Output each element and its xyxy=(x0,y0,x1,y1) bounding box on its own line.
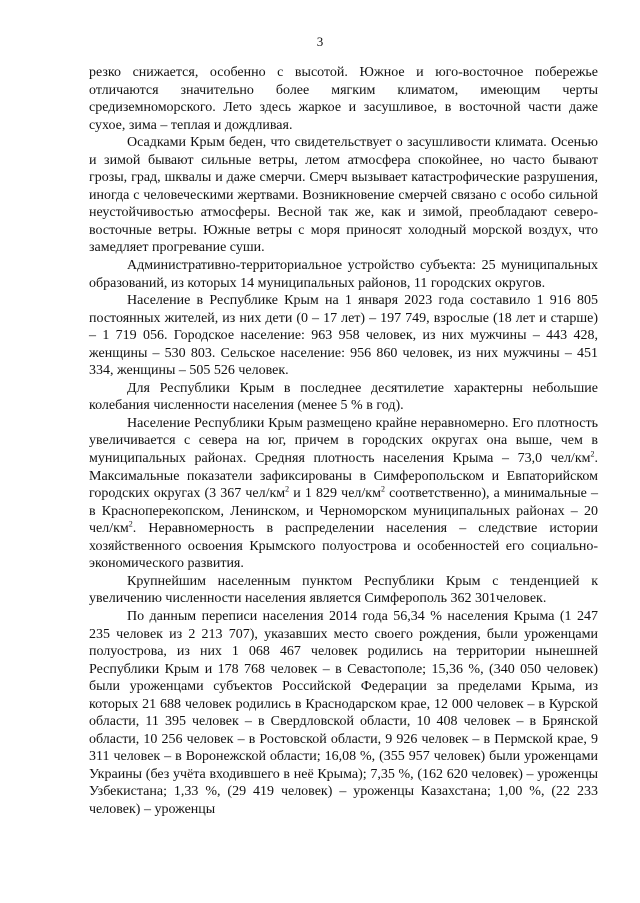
density-text-2: . Максимальные показатели зафиксированы в Симферопольском и Евпаторийском городских округах (3 367 чел/км xyxy=(89,451,598,502)
paragraph-census-birthplace: По данным переписи населения 2014 года 56,34 % населения Крыма (1 247 235 человек из 2 213 707), указавших место своего рождения, были уроженцами полуострова, из них 1 068 467 человек родились на территории нынешней Республики Крым и 178 768 человек – в Севастополе; 15,36 %, (340 050 человек) были уроженцами субъектов Российской Федерации за пределами Крыма, из которых 21 688 человек родились в Краснодарском крае, 12 000 человек – в Курской области, 11 395 человек – в Свердловской области, 10 408 человек – в Брянской области, 10 256 человек – в Ростовской области, 9 926 человек – в Пермской крае, 9 311 человек – в Воронежской области; 16,08 %, (355 957 человек) были уроженцами Украины (без учёта входившего в неё Крыма); 7,35 %, (162 620 человек) – уроженцы Узбекистана; 1,33 %, (29 419 человек) – уроженцы Казахстана; 1,00 %, (22 233 человек) – уроженцы xyxy=(89,608,598,817)
density-text-4: соответственно), а минимальные – в Красноперекопском, Ленинском, и Черноморском муниципальных районах – 20 чел/км xyxy=(89,486,598,537)
paragraph-population-fluctuation: Для Республики Крым в последнее десятилетие характерны небольшие колебания численности населения (менее 5 % в год). xyxy=(89,380,598,414)
superscript-2: 2 xyxy=(590,449,595,459)
superscript-2: 2 xyxy=(380,484,385,494)
document-body xyxy=(89,64,598,819)
superscript-2: 2 xyxy=(285,484,290,494)
paragraph-precipitation-winds: Осадками Крым беден, что свидетельствует о засушливости климата. Осенью и зимой бывают сильные ветры, летом атмосфера спокойнее, но часто бывают грозы, град, шквалы и даже смерчи. Смерч вызывает катастрофические разрушения, иногда с человеческими жертвами. Возникновение смерчей связано с особо сильной неустойчивостью атмосферы. Весной так же, как и зимой, преобладают северо-восточные ветры. Южные ветры с моря приносят холодный морской воздух, что замедляет прогревание суши. xyxy=(89,135,598,256)
paragraph-largest-settlement: Крупнейшим населенным пунктом Республики Крым с тенденцией к увеличению численности населения является Симферополь 362 301человек. xyxy=(89,573,598,607)
paragraph-population-totals: Население в Республике Крым на 1 января 2023 года составило 1 916 805 постоянных жителей, из них дети (0 – 17 лет) – 197 749, взрослые (18 лет и старше) – 1 719 056. Городское население: 963 958 человек, из них мужчины – 443 428, женщины – 530 803. Сельское население: 956 860 человек, из них мужчины – 451 334, женщины – 505 526 человек. xyxy=(89,293,598,379)
page-number: 3 xyxy=(316,34,324,49)
paragraph-population-density xyxy=(89,415,598,573)
density-text-3: и 1 829 чел/км xyxy=(289,486,381,502)
superscript-2: 2 xyxy=(128,519,133,529)
paragraph-climate-coast: резко снижается, особенно с высотой. Южное и юго-восточное побережье отличаются значительно более мягким климатом, имеющим черты средиземноморского. Лето здесь жаркое и засушливое, в восточной части даже сухое, зима – теплая и дождливая. xyxy=(89,65,598,133)
density-text-5: . Неравномерность в распределении населения – следствие истории хозяйственного освоения Крымского полуострова и особенностей его социально-экономического развития. xyxy=(89,521,598,572)
paragraph-administrative-structure: Административно-территориальное устройство субъекта: 25 муниципальных образований, из которых 14 муниципальных районов, 11 городских округов. xyxy=(89,258,598,291)
density-text-1: Население Республики Крым размещено крайне неравномерно. Его плотность увеличивается с севера на юг, причем в городских округах она выше, чем в муниципальных районах. Средняя плотность населения Крыма – 73,0 чел/км xyxy=(89,415,598,467)
